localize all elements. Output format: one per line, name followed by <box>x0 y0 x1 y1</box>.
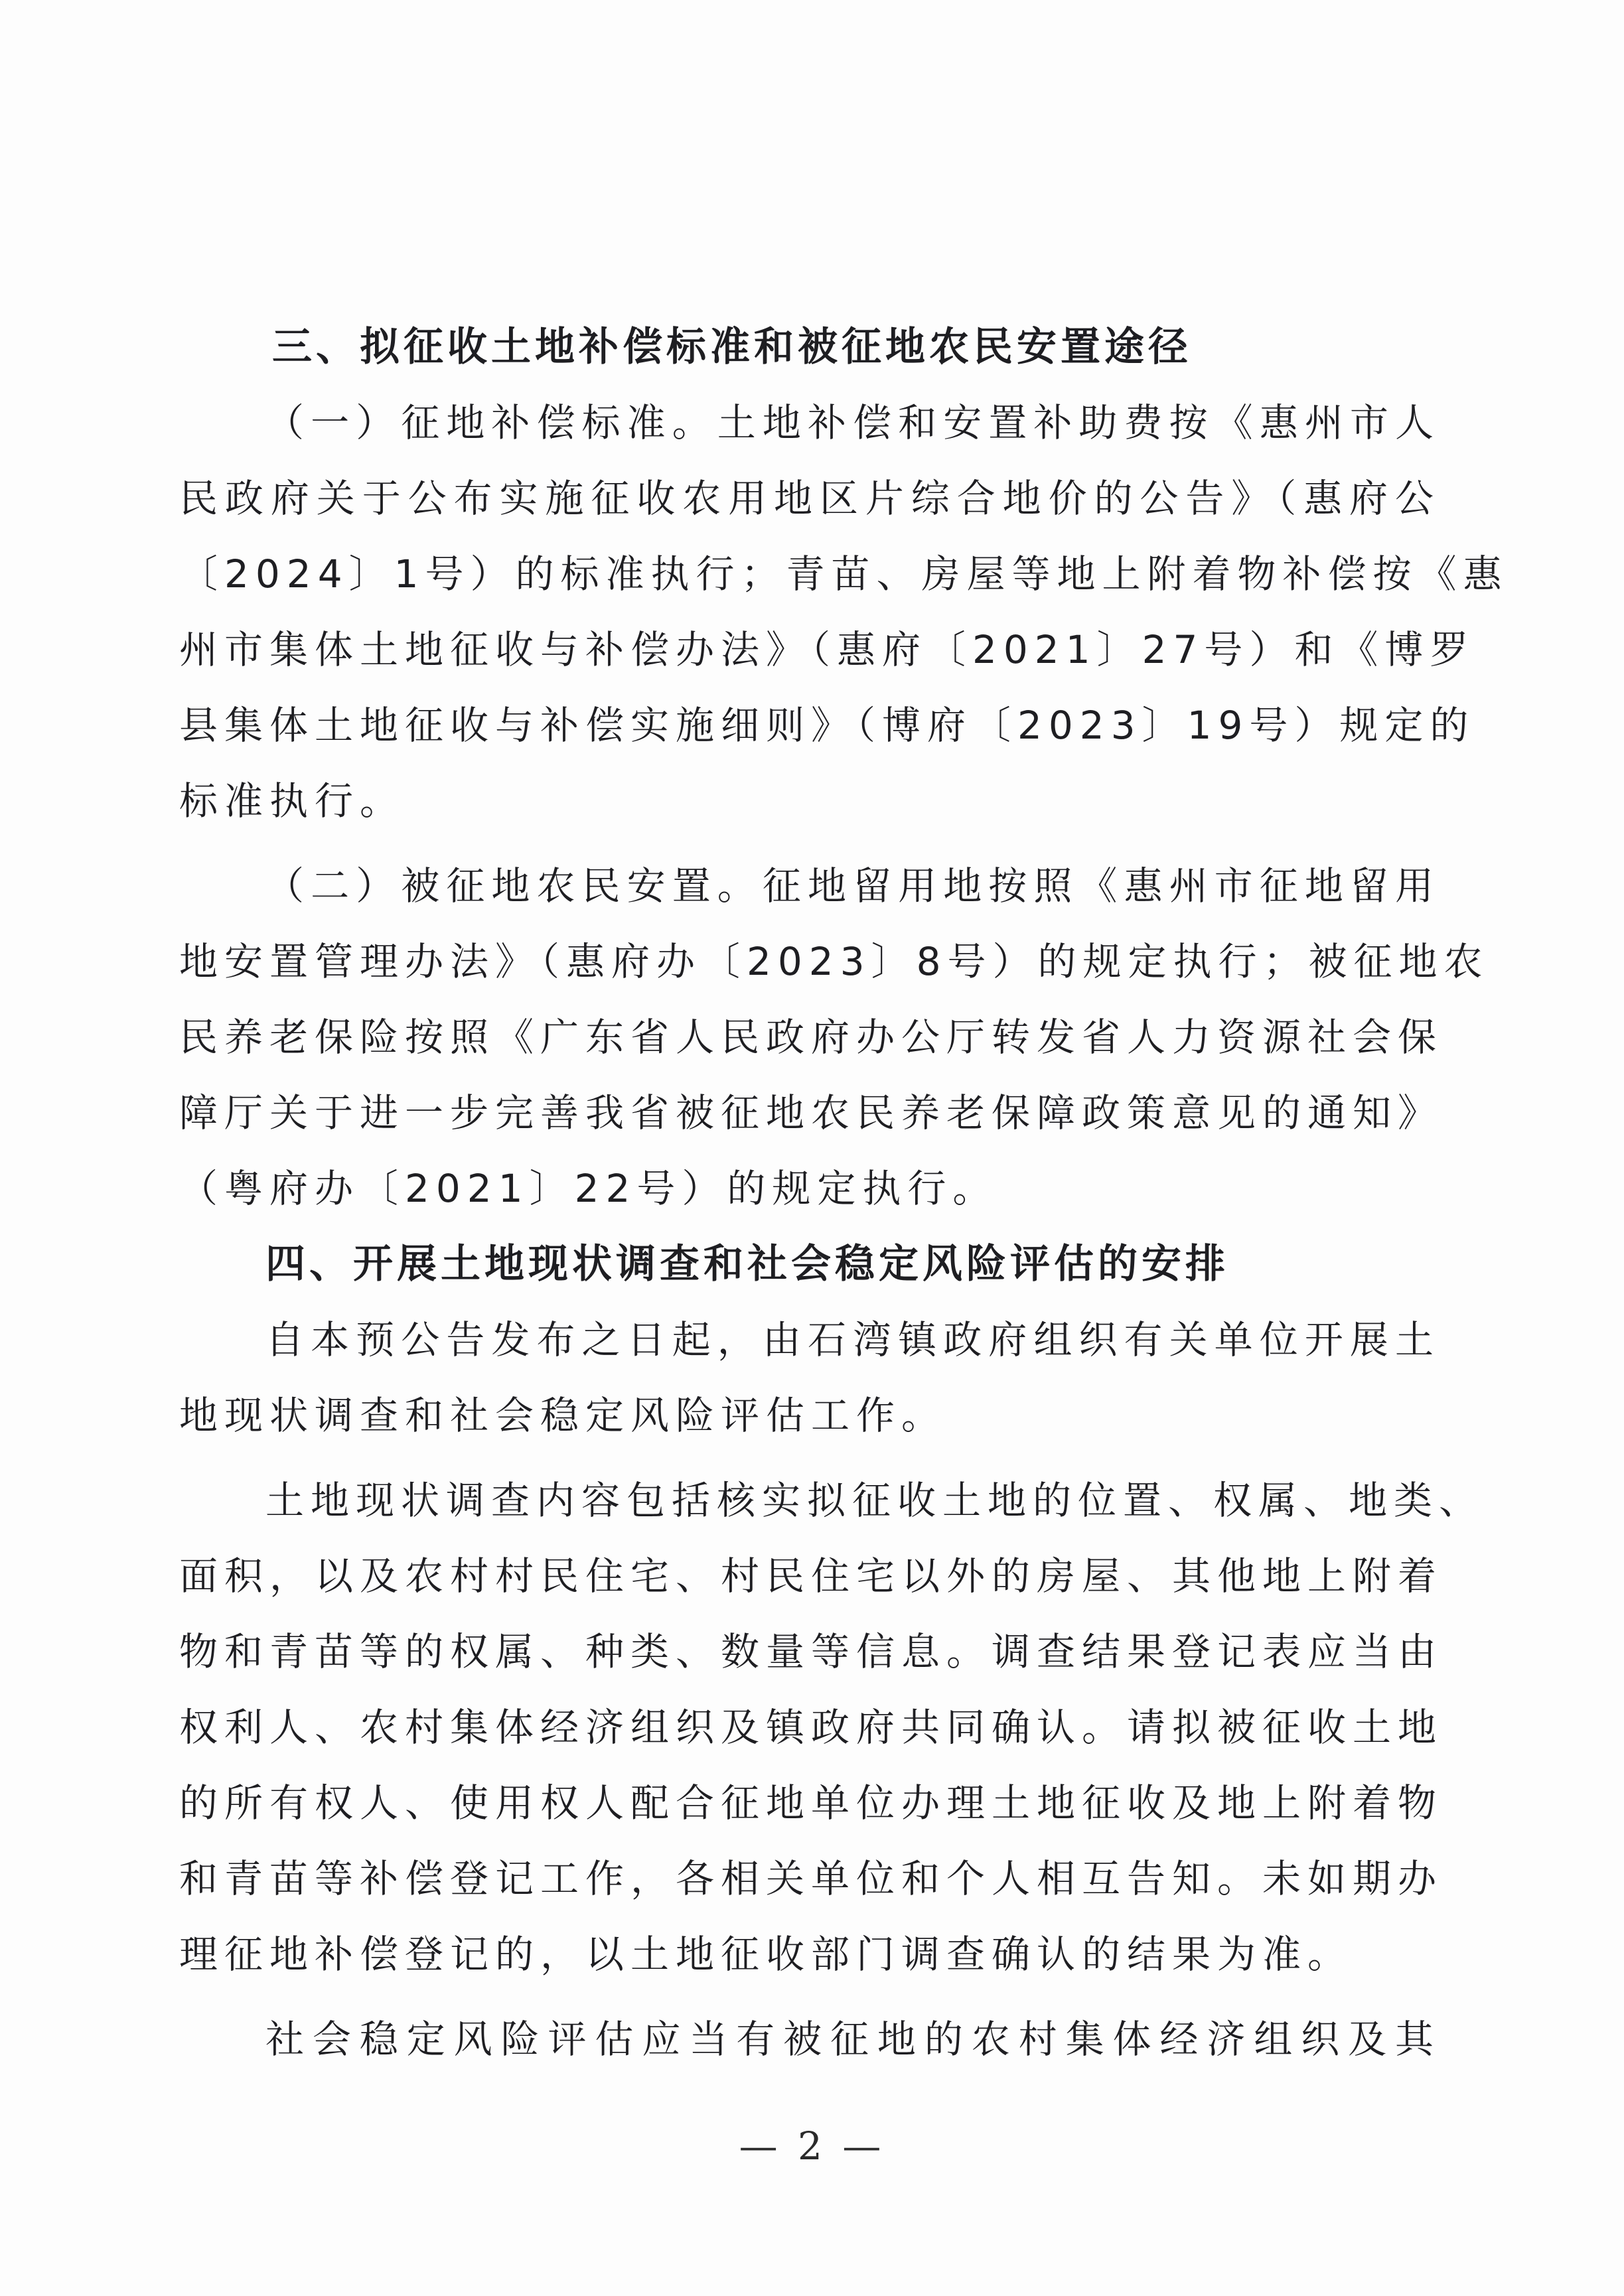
paragraph-line: 〔2024〕1号）的标准执行；青苗、房屋等地上附着物补偿按《惠 <box>179 551 1509 597</box>
paragraph-line: 社会稳定风险评估应当有被征地的农村集体经济组织及其 <box>265 2017 1440 2062</box>
paragraph-line: 民养老保险按照《广东省人民政府办公厅转发省人力资源社会保 <box>179 1015 1443 1060</box>
paragraph-line: 标准执行。 <box>179 778 406 824</box>
paragraph-line: 的所有权人、使用权人配合征地单位办理土地征收及地上附着物 <box>179 1780 1443 1826</box>
paragraph-line: 土地现状调查内容包括核实拟征收土地的位置、权属、地类、 <box>265 1478 1485 1523</box>
paragraph-line: （二）被征地农民安置。征地留用地按照《惠州市征地留用 <box>265 863 1440 908</box>
paragraph-line: 面积，以及农村村民住宅、村民住宅以外的房屋、其他地上附着 <box>179 1553 1443 1599</box>
paragraph-line: 县集体土地征收与补偿实施细则》（博府〔2023〕19号）规定的 <box>179 703 1475 748</box>
paragraph-line: （一）征地补偿标准。土地补偿和安置补助费按《惠州市人 <box>265 400 1440 445</box>
paragraph-line: 地安置管理办法》（惠府办〔2023〕8号）的规定执行；被征地农 <box>179 939 1489 984</box>
paragraph-line: 物和青苗等的权属、种类、数量等信息。调查结果登记表应当由 <box>179 1629 1443 1674</box>
paragraph-line: 障厅关于进一步完善我省被征地农民养老保障政策意见的通知》 <box>179 1090 1443 1135</box>
section-4-heading: 四、开展土地现状调查和社会稳定风险评估的安排 <box>265 1241 1229 1287</box>
paragraph-line: （粤府办〔2021〕22号）的规定执行。 <box>179 1166 998 1211</box>
paragraph-line: 民政府关于公布实施征收农用地区片综合地价的公告》（惠府公 <box>179 476 1440 521</box>
section-3-heading: 三、拟征收土地补偿标准和被征地农民安置途径 <box>272 324 1192 370</box>
paragraph-line: 州市集体土地征收与补偿办法》（惠府〔2021〕27号）和《博罗 <box>179 627 1475 672</box>
paragraph-line: 自本预公告发布之日起，由石湾镇政府组织有关单位开展土 <box>265 1317 1440 1362</box>
paragraph-line: 和青苗等补偿登记工作，各相关单位和个人相互告知。未如期办 <box>179 1856 1443 1901</box>
page-number: — 2 — <box>739 2123 885 2169</box>
paragraph-line: 理征地补偿登记的，以土地征收部门调查确认的结果为准。 <box>179 1932 1353 1977</box>
paragraph-line: 地现状调查和社会稳定风险评估工作。 <box>179 1393 947 1438</box>
paragraph-line: 权利人、农村集体经济组织及镇政府共同确认。请拟被征收土地 <box>179 1705 1443 1750</box>
